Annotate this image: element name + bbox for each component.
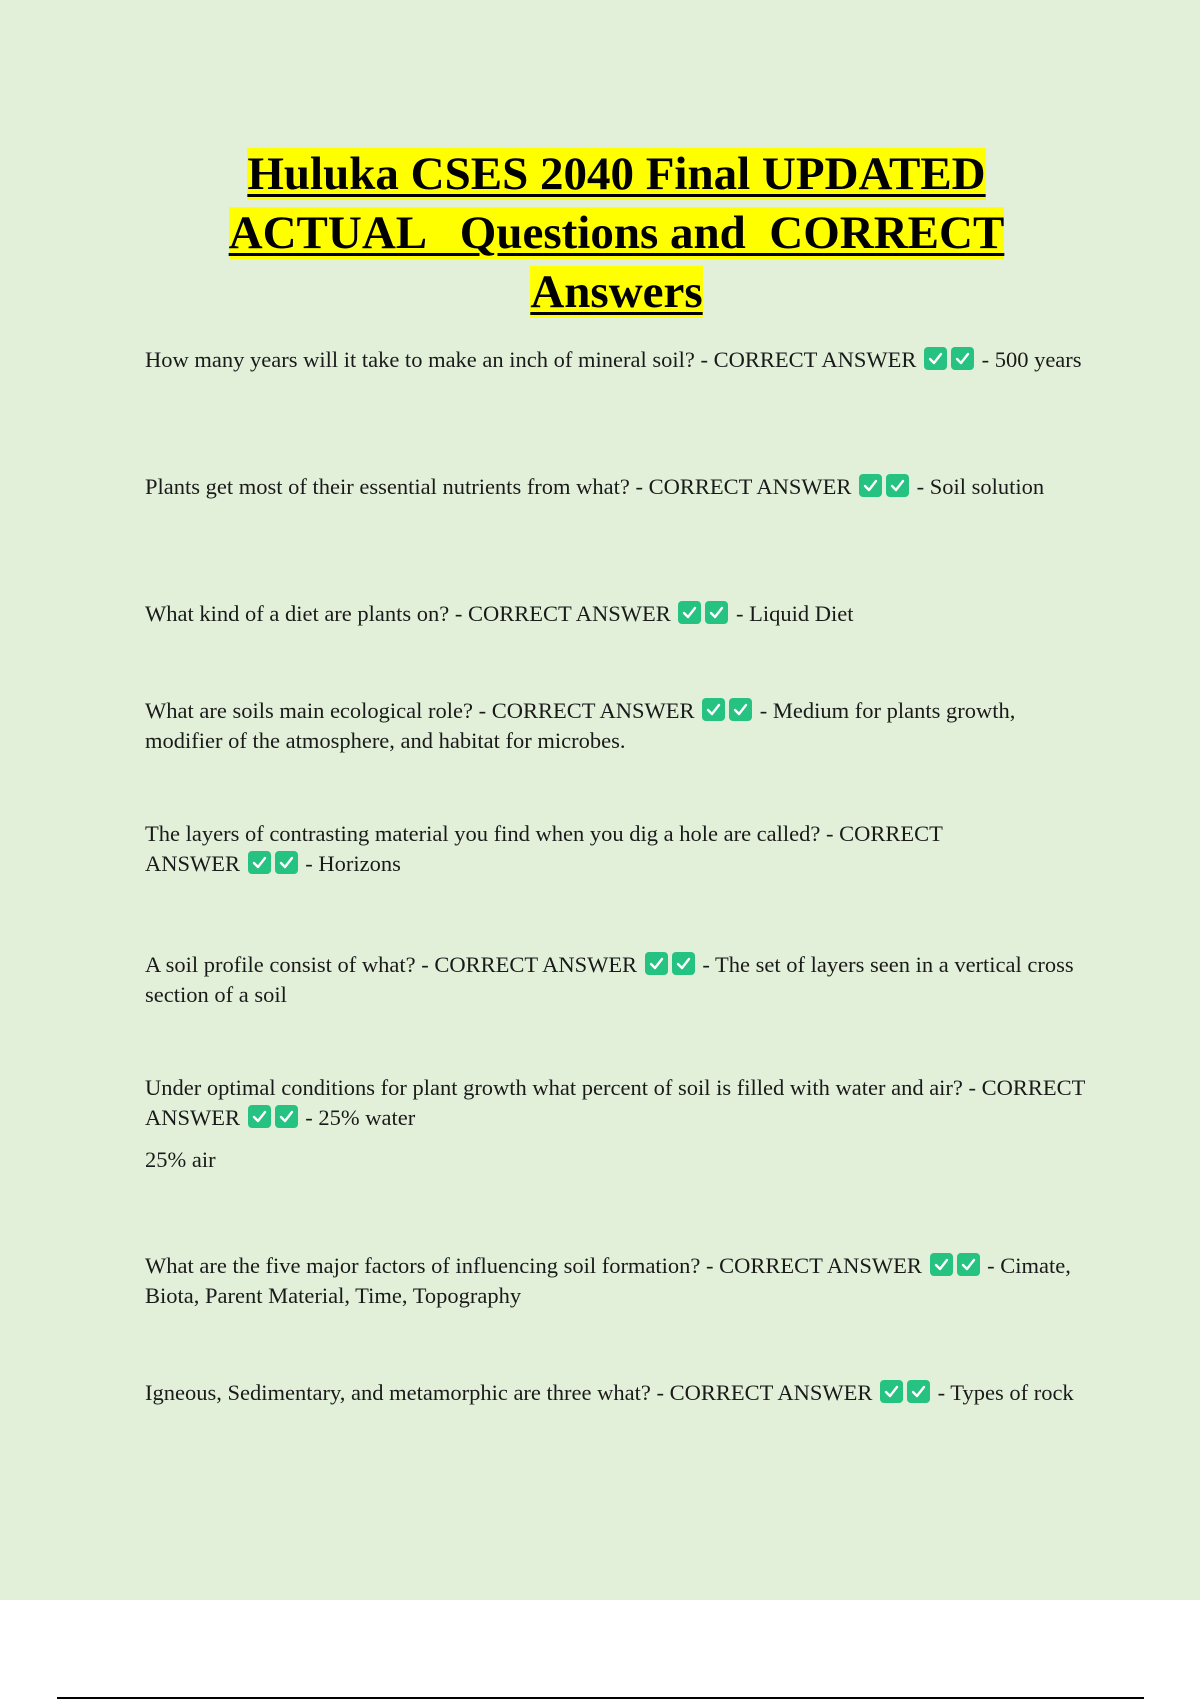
document-title <box>120 145 1113 322</box>
question-text: How many years will it take to make an inch of mineral soil? - CORRECT ANSWER <box>145 347 917 372</box>
check-icon <box>957 1253 980 1276</box>
qa-item <box>145 950 1095 1010</box>
title-line-1: Huluka CSES 2040 Final UPDATED <box>247 148 986 200</box>
answer-text: - Medium for plants growth, modifier of the atmosphere, and habitat for microbes. <box>145 698 1016 753</box>
check-icon <box>645 952 668 975</box>
answer-text: - Horizons <box>299 851 401 876</box>
check-icon <box>275 851 298 874</box>
question-text: A soil profile consist of what? - CORRECT ANSWER <box>145 952 638 977</box>
check-icon <box>924 347 947 370</box>
answer-text: - The set of layers seen in a vertical cross section of a soil <box>145 952 1074 1007</box>
qa-item <box>145 599 1095 629</box>
question-text: What are the five major factors of influencing soil formation? - CORRECT ANSWER <box>145 1253 922 1278</box>
check-icon <box>702 698 725 721</box>
answer-text: - Soil solution <box>911 474 1045 499</box>
qa-item <box>145 696 1095 756</box>
question-text: What are soils main ecological role? - CORRECT ANSWER <box>145 698 695 723</box>
title-line-3: Answers <box>530 266 703 318</box>
qa-item <box>145 1251 1095 1311</box>
check-icon <box>886 474 909 497</box>
check-icon <box>672 952 695 975</box>
check-icon <box>248 851 271 874</box>
check-icon <box>729 698 752 721</box>
check-icon <box>705 601 728 624</box>
qa-item <box>145 345 1095 375</box>
check-icon <box>951 347 974 370</box>
qa-item <box>145 472 1095 502</box>
question-text: The layers of contrasting material you find when you dig a hole are called? - CORRECT ANSWER <box>145 821 943 876</box>
title-line-2: ACTUAL Questions and CORRECT <box>228 207 1005 259</box>
check-icon <box>275 1105 298 1128</box>
answer-text: - 500 years <box>975 347 1082 372</box>
answer-text: - Types of rock <box>931 1380 1074 1405</box>
check-icon <box>930 1253 953 1276</box>
answer-text: - Cimate, Biota, Parent Material, Time, Topography <box>145 1253 1071 1308</box>
qa-item <box>145 1073 1095 1175</box>
footer-divider <box>57 1697 1144 1699</box>
answer-text: - Liquid Diet <box>730 601 854 626</box>
qa-item <box>145 1378 1095 1408</box>
check-icon <box>880 1380 903 1403</box>
check-icon <box>678 601 701 624</box>
check-icon <box>248 1105 271 1128</box>
qa-item <box>145 819 1015 879</box>
question-text: Igneous, Sedimentary, and metamorphic are three what? - CORRECT ANSWER <box>145 1380 873 1405</box>
check-icon <box>907 1380 930 1403</box>
question-text: Under optimal conditions for plant growth what percent of soil is filled with water and air? - CORRECT ANSWER <box>145 1075 1086 1130</box>
answer-extra-text: 25% air <box>145 1147 216 1172</box>
question-text: Plants get most of their essential nutrients from what? - CORRECT ANSWER <box>145 474 852 499</box>
question-text: What kind of a diet are plants on? - CORRECT ANSWER <box>145 601 671 626</box>
answer-text: - 25% water <box>299 1105 416 1130</box>
check-icon <box>859 474 882 497</box>
